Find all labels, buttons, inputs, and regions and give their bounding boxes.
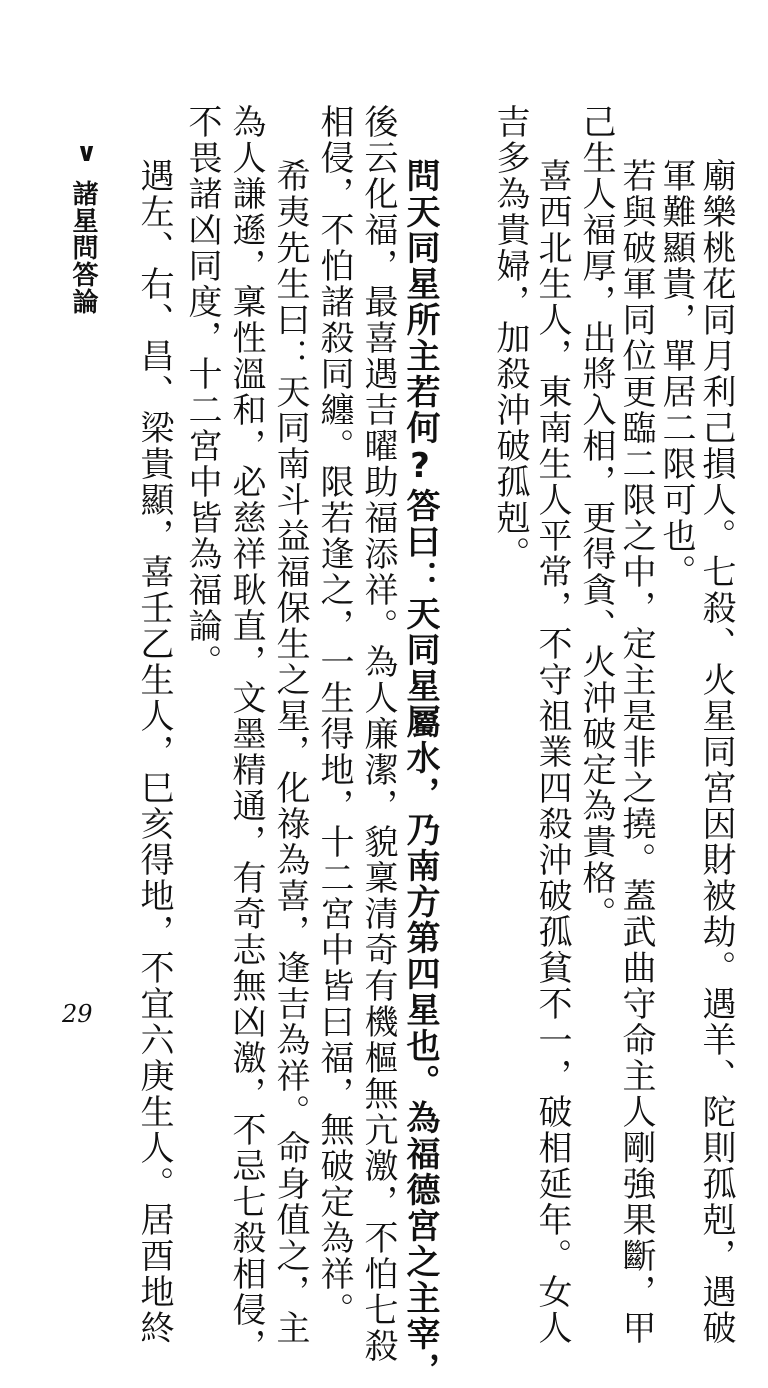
- text-column-6: 吉多為貴婦，加殺沖破孤剋。: [490, 104, 530, 572]
- text-column-3: 若與破軍同位更臨二限之中，定主是非之撓。蓋武曲守命主人剛強果斷，甲: [616, 158, 656, 1346]
- text-column-12: 不畏諸凶同度，十二宮中皆為福論。: [182, 104, 222, 680]
- page-number: 29: [62, 1000, 93, 1028]
- running-title: 諸星問答論: [68, 180, 98, 315]
- text-column-5: 喜西北生人，東南生人平常，不守祖業四殺沖破孤貧不一，破相延年。女人: [532, 158, 572, 1346]
- text-column-13: 遇左、右、昌、梁貴顯，喜壬乙生人，巳亥得地，不宜六庚生人。居酉地終: [134, 158, 174, 1346]
- chevron-mark-icon: ∨: [76, 138, 98, 168]
- text-column-10: 希夷先生曰：天同南斗益福保生之星，化祿為喜，逢吉為祥。命身值之，主: [270, 158, 310, 1346]
- text-column-11: 為人謙遜，稟性溫和，必慈祥耿直，文墨精通，有奇志無凶激，不忌七殺相侵，: [226, 104, 266, 1364]
- text-column-8: 後云化福，最喜遇吉曜助福添祥。為人廉潔，貌稟清奇有機樞無亢激，不怕七殺: [358, 104, 398, 1364]
- section-heading-tiantong: 問天同星所主若何?答曰：天同星屬水，乃南方第四星也。為福德宮之主宰，: [400, 158, 440, 1388]
- text-column-2: 軍難顯貴，單居二限可也。: [656, 158, 696, 590]
- text-column-9: 相侵，不怕諸殺同纏。限若逢之，一生得地，十二宮中皆曰福，無破定為祥。: [314, 104, 354, 1328]
- text-column-1: 廟樂桃花同月利己損人。七殺、火星同宮因財被劫。遇羊、陀則孤剋，遇破: [696, 158, 736, 1346]
- text-column-4: 己生人福厚，出將入相，更得貪、火沖破定為貴格。: [576, 104, 616, 932]
